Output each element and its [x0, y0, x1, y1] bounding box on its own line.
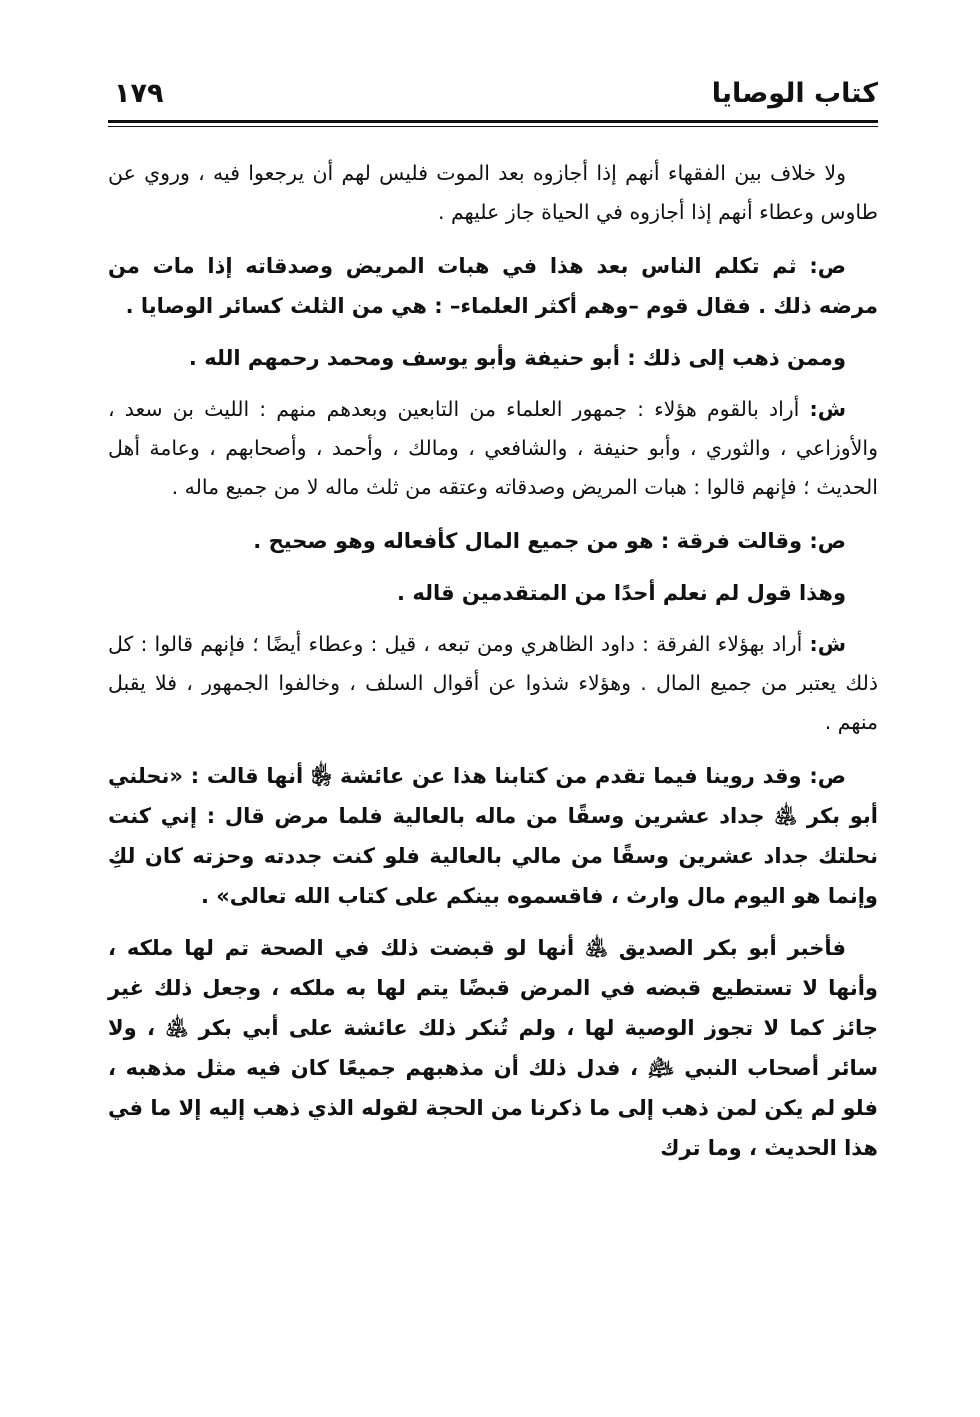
chapter-title: كتاب الوصايا: [711, 78, 878, 109]
paragraph-text: وهذا قول لم نعلم أحدًا من المتقدمين قاله .: [397, 581, 846, 605]
paragraph-text: وممن ذهب إلى ذلك : أبو حنيفة وأبو يوسف ومحمد رحمهم الله .: [188, 346, 846, 370]
paragraph-label: ص:: [809, 764, 846, 788]
paragraph-matn: [108, 573, 878, 613]
page-number: ١٧٩: [114, 78, 164, 109]
paragraph-label: ش:: [809, 632, 846, 656]
header-rule-thick: [108, 120, 878, 123]
book-page: [108, 70, 878, 1400]
paragraph-matn: [108, 756, 878, 916]
paragraph-text: وقالت فرقة : هو من جميع المال كأفعاله وهو صحيح .: [253, 529, 810, 553]
paragraph-text: فأخبر أبو بكر الصديق ﵁ أنها لو قبضت ذلك في الصحة تم لها ملكه ، وأنها لا تستطيع قبضه في المرض قبضًا يتم لها به ملكه ، وجعل ذلك غير جائز كما لا تجوز الوصية لها ، ولم تُنكر ذلك عائشة على أبي بكر ﵁ ، ولا سائر أصحاب النبي ﵇ ، فدل ذلك أن مذهبهم جميعًا كان فيه مثل مذهبه ، فلو لم يكن لمن ذهب إلى ما ذكرنا من الحجة لقوله الذي ذهب إليه إلا ما في هذا الحديث ، وما ترك: [108, 936, 878, 1160]
paragraph-matn: [108, 338, 878, 378]
paragraph-text: أراد بالقوم هؤلاء : جمهور العلماء من التابعين وبعدهم منهم : الليث بن سعد ، والأوزاعي ، والثوري ، وأبو حنيفة ، والشافعي ، ومالك ، وأحمد ، وأصحابهم ، وعامة أهل الحديث ؛ فإنهم قالوا : هبات المريض وصدقاته وعتقه من ثلث ماله لا من جميع ماله .: [108, 397, 878, 499]
paragraph-commentary: [108, 154, 878, 232]
paragraph-matn: [108, 928, 878, 1168]
paragraph-text: ولا خلاف بين الفقهاء أنهم إذا أجازوه بعد الموت فليس لهم أن يرجعوا فيه ، وروي عن طاوس وعطاء أنهم إذا أجازوه في الحياة جاز عليهم .: [108, 161, 878, 224]
running-header: [108, 70, 878, 118]
paragraph-label: ش:: [809, 397, 846, 421]
paragraph-matn: [108, 246, 878, 326]
paragraph-matn: [108, 521, 878, 561]
paragraph-text: أراد بهؤلاء الفرقة : داود الظاهري ومن تبعه ، قيل : وعطاء أيضًا ؛ فإنهم قالوا : كل ذلك يعتبر من جميع المال . وهؤلاء شذوا عن أقوال السلف ، وخالفوا الجمهور ، فلا يقبل منهم .: [108, 632, 878, 734]
page-body: [108, 154, 878, 1180]
paragraph-text: ثم تكلم الناس بعد هذا في هبات المريض وصدقاته إذا مات من مرضه ذلك . فقال قوم –وهم أكثر العلماء– : هي من الثلث كسائر الوصايا .: [108, 254, 878, 318]
paragraph-commentary: [108, 625, 878, 742]
header-rule-thin: [108, 126, 878, 127]
paragraph-label: ص:: [809, 254, 846, 278]
paragraph-text: وقد روينا فيما تقدم من كتابنا هذا عن عائشة ﵂ أنها قالت : «نحلني أبو بكر ﵁ جداد عشرين وسقًا من ماله بالعالية فلما مرض قال : إني كنت نحلتك جداد عشرين وسقًا من مالي بالعالية فلو كنت جددته وحزته كان لكِ وإنما هو اليوم مال وارث ، فاقسموه بينكم على كتاب الله تعالى» .: [108, 764, 878, 908]
paragraph-commentary: [108, 390, 878, 507]
paragraph-label: ص:: [809, 529, 846, 553]
